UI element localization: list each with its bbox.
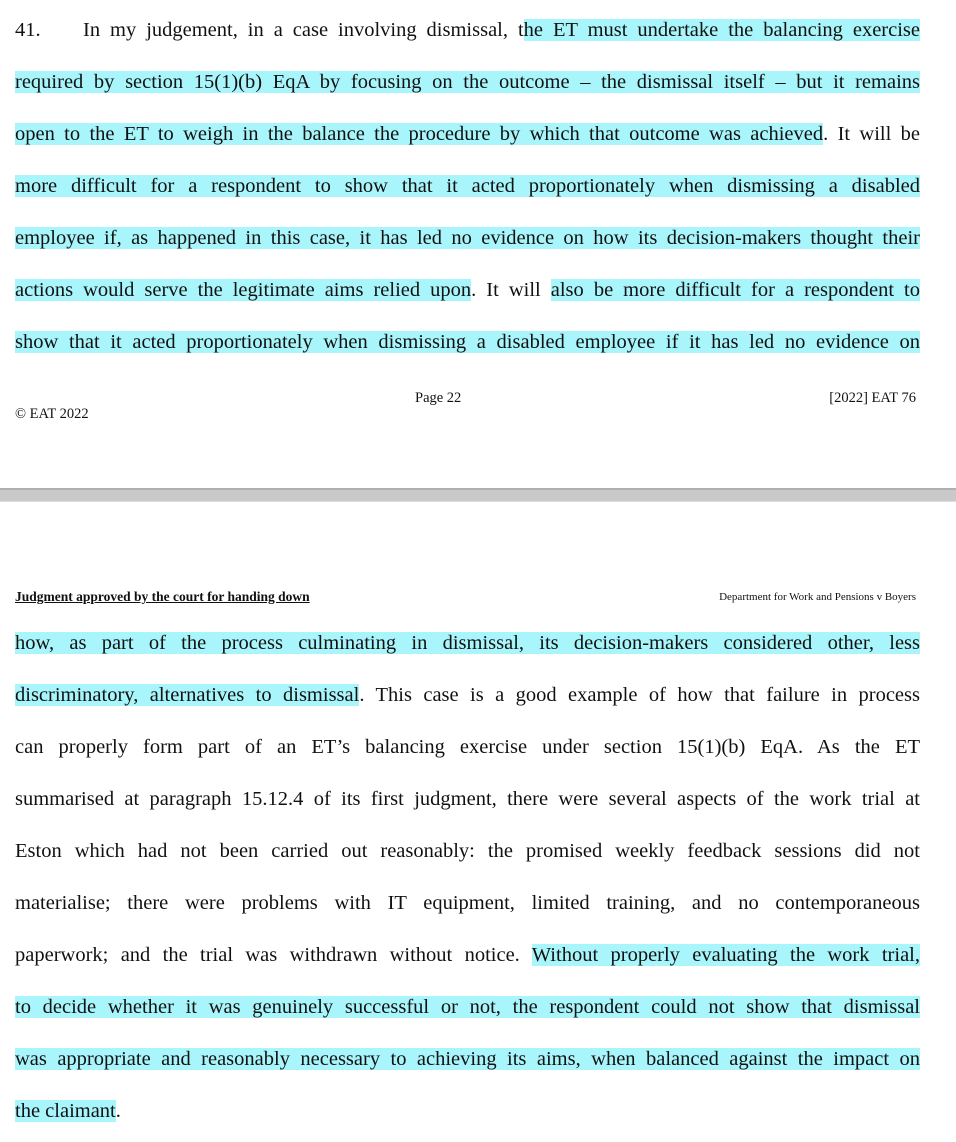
text-line [15, 173, 920, 199]
text-line [15, 682, 920, 708]
text-line [15, 890, 920, 916]
document-page-22 [0, 0, 956, 488]
highlighted-text: to decide whether it was genuinely successful or not, the respondent could not show that dismissal [15, 996, 920, 1018]
highlighted-text: he ET must undertake the balancing exercise [523, 19, 920, 41]
page-separator [0, 488, 956, 502]
text-line [15, 225, 920, 251]
text-line [15, 942, 920, 968]
text-span: paperwork; and the trial was withdrawn without notice. [15, 944, 532, 966]
text-line [15, 1098, 920, 1124]
text-span: . It will [471, 279, 551, 301]
highlighted-text: show that it acted proportionately when dismissing a disabled employee if it has led no evidence on [15, 331, 920, 353]
highlighted-text: discriminatory, alternatives to dismissal [15, 684, 360, 706]
text-span: summarised at paragraph 15.12.4 of its first judgment, there were several aspects of the work trial at [15, 788, 920, 810]
running-header-right: Department for Work and Pensions v Boyers [719, 591, 916, 603]
highlighted-text: required by section 15(1)(b) EqA by focusing on the outcome – the dismissal itself – but it remains [15, 71, 920, 93]
text-line [15, 838, 920, 864]
text-span: . This case is a good example of how that failure in process [359, 684, 920, 706]
neutral-citation: [2022] EAT 76 [829, 390, 916, 406]
highlighted-text: Without properly evaluating the work trial, [531, 944, 920, 966]
text-span: can properly form part of an ET’s balancing exercise under section 15(1)(b) EqA. As the ET [15, 736, 920, 758]
text-line [15, 69, 920, 95]
highlighted-text: actions would serve the legitimate aims relied upon [15, 279, 472, 301]
paragraph-number: 41. [15, 19, 41, 41]
highlighted-text: also be more difficult for a respondent to [550, 279, 920, 301]
text-span: Eston which had not been carried out reasonably: the promised weekly feedback sessions did not [15, 840, 920, 862]
text-line [15, 277, 920, 303]
text-line [15, 329, 920, 355]
highlighted-text: the claimant [15, 1100, 116, 1122]
text-line [15, 786, 920, 812]
text-span: In my judgement, in a case involving dismissal, t [83, 19, 524, 41]
highlighted-text: was appropriate and reasonably necessary to achieving its aims, when balanced against the impact on [15, 1048, 920, 1070]
highlighted-text: open to the ET to weigh in the balance the procedure by which that outcome was achieved [15, 123, 824, 145]
highlighted-text: more difficult for a respondent to show that it acted proportionately when dismissing a disabled [15, 175, 920, 197]
page-number: Page 22 [415, 390, 462, 406]
text-line [15, 734, 920, 760]
text-line [15, 1046, 920, 1072]
text-line [15, 630, 920, 656]
highlighted-text: how, as part of the process culminating in dismissal, its decision-makers considered other, less [15, 632, 920, 654]
running-header-left: Judgment approved by the court for handing down [15, 589, 310, 604]
text-span: . [115, 1100, 121, 1122]
text-line [15, 17, 920, 43]
copyright-notice: © EAT 2022 [15, 406, 89, 422]
highlighted-text: employee if, as happened in this case, it has led no evidence on how its decision-makers thought their [15, 227, 920, 249]
text-span: . It will be [823, 123, 920, 145]
text-span: materialise; there were problems with IT equipment, limited training, and no contemporaneous [15, 892, 920, 914]
text-line [15, 994, 920, 1020]
text-line [15, 121, 920, 147]
